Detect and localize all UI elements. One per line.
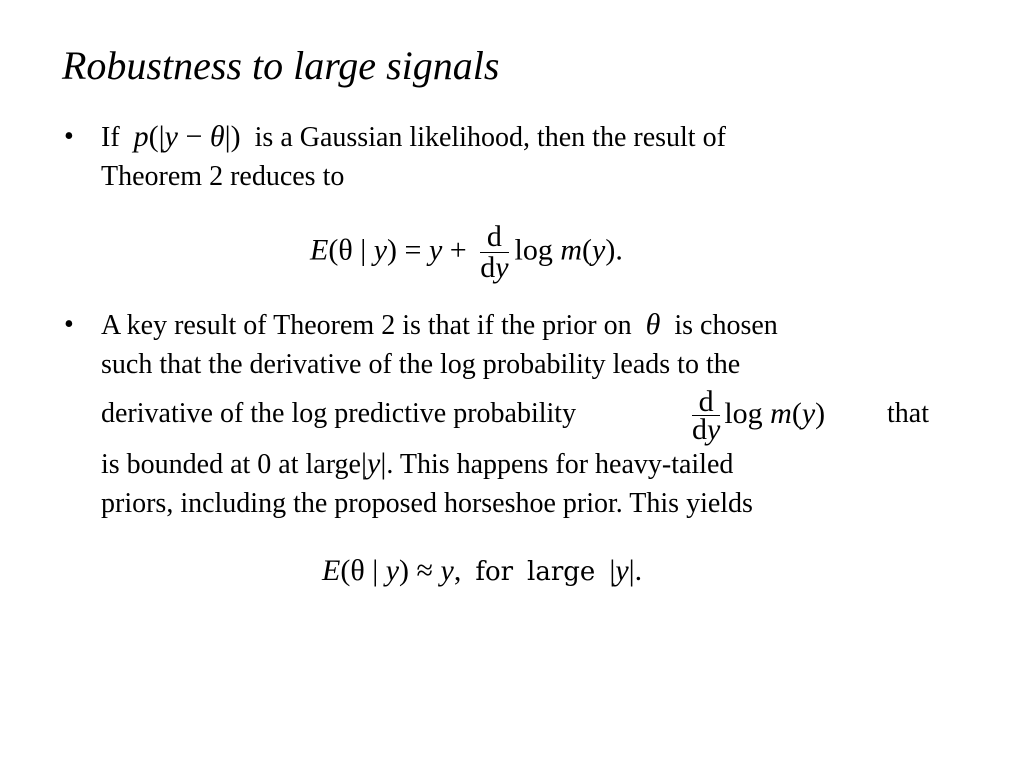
bullet2-line3-suffix: that bbox=[887, 398, 929, 429]
bullet2-line1: A key result of Theorem 2 is that if the prior on θ is chosen bbox=[101, 308, 778, 341]
equation-posterior-mean: E(θ | y) = y + $\frac{d}{dy}$ log m(y). bbox=[310, 220, 623, 284]
inline-derivative-fraction: $\frac{d}{dy}$ bbox=[692, 384, 721, 446]
bullet-marker-2: • bbox=[64, 309, 74, 340]
theta-symbol: θ bbox=[645, 308, 661, 341]
bullet2-line2: such that the derivative of the log probability leads to the bbox=[101, 349, 741, 380]
equation-large-signal: E(θ | y) ≈ y, for large |y|. bbox=[322, 554, 643, 587]
bullet-marker-1: • bbox=[64, 121, 74, 152]
log-predictive-derivative: $\frac{d}{dy}$ log m(y) bbox=[692, 384, 826, 446]
abs-y: |y| bbox=[360, 447, 387, 480]
derivative-fraction: $\frac{d}{dy}$ bbox=[480, 220, 509, 284]
bullet2-line3: derivative of the log predictive probability bbox=[101, 398, 577, 429]
bullet1-suffix: is a Gaussian likelihood, then the result of bbox=[254, 122, 726, 153]
slide-title: Robustness to large signals bbox=[62, 43, 500, 88]
bullet1-prefix: If bbox=[101, 122, 120, 153]
bullet2-line4: is bounded at 0 at large|y|. This happens for heavy-tailed bbox=[101, 447, 734, 480]
bullet1-line2: Theorem 2 reduces to bbox=[101, 161, 345, 192]
bullet2-line5: priors, including the proposed horseshoe prior. This yields bbox=[101, 488, 753, 519]
bullet1-line1 bbox=[101, 117, 726, 158]
likelihood-formula: p(|y − θ|) bbox=[133, 120, 241, 153]
